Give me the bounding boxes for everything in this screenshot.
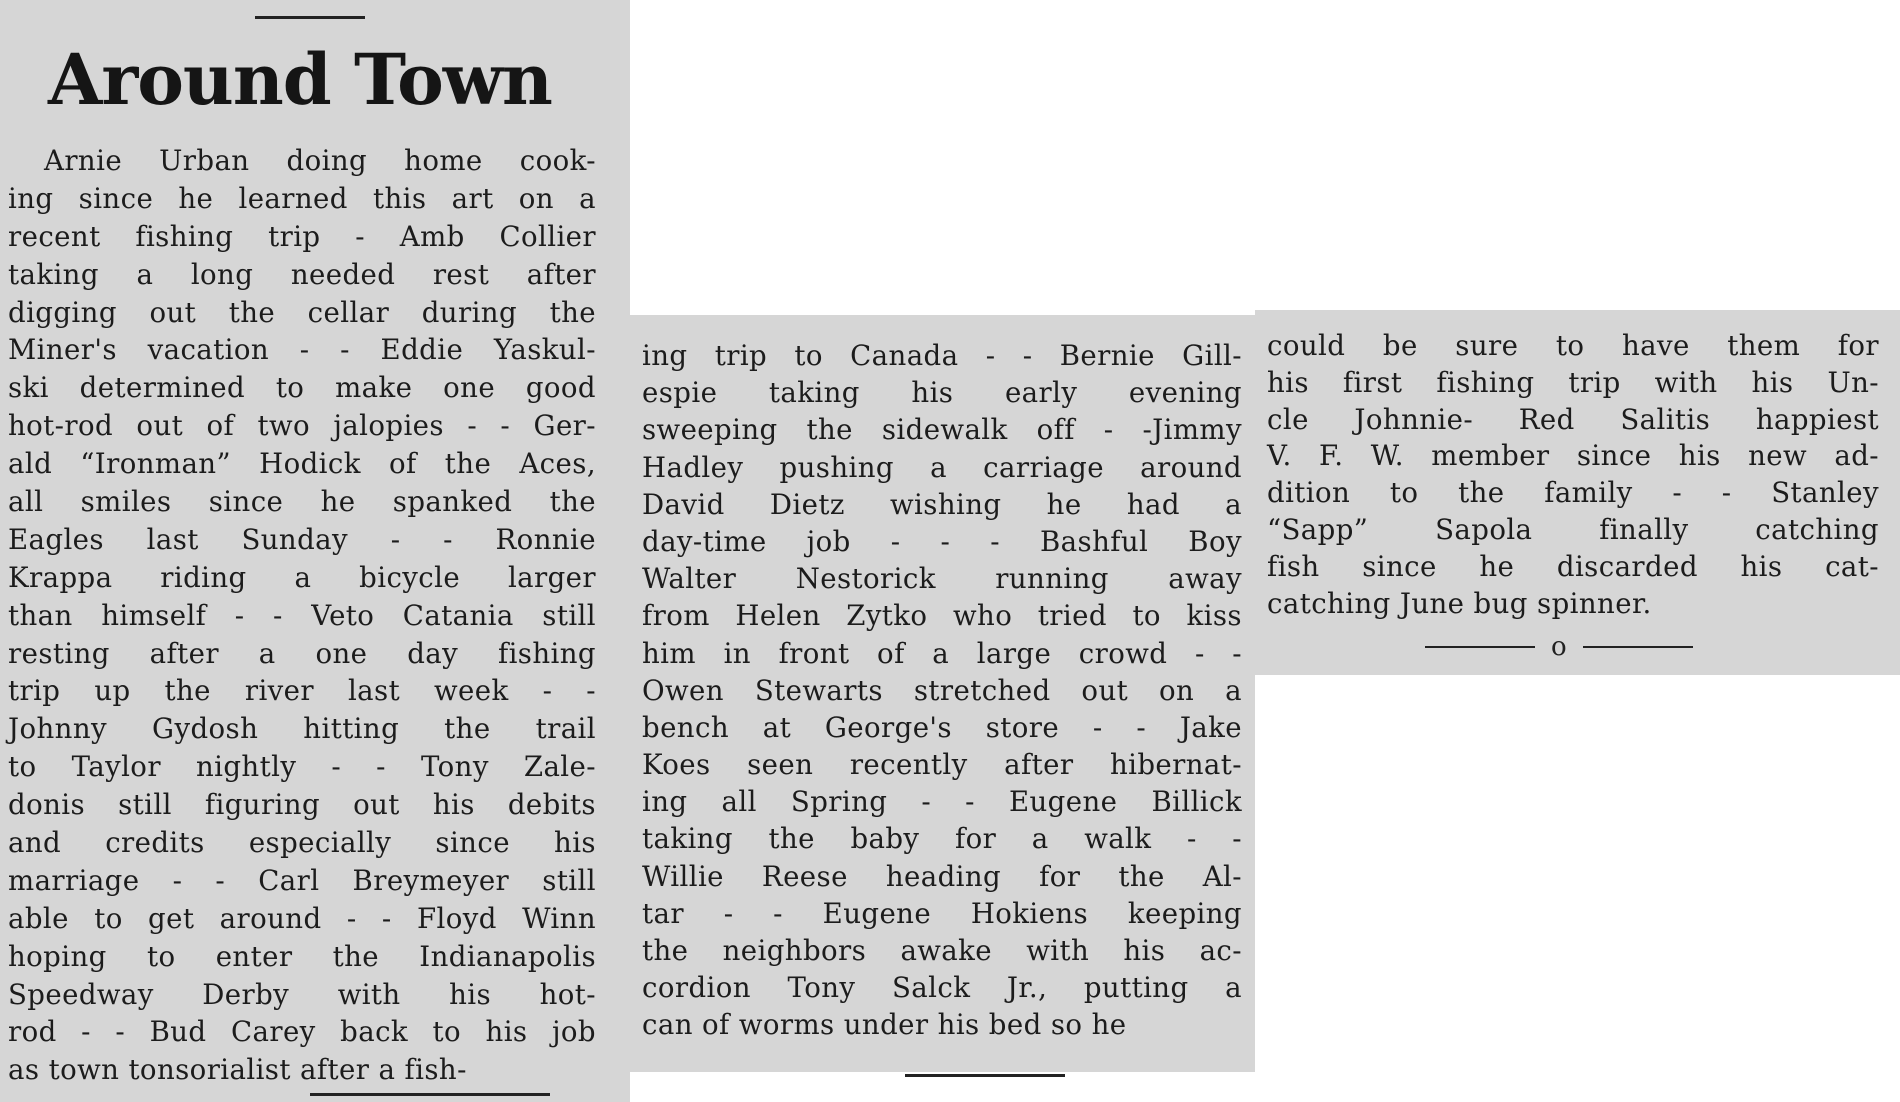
end-mark-rule-left	[1425, 646, 1535, 648]
article-line: Willie Reese heading for the Al-	[642, 859, 1242, 893]
article-line: and credits especially since his	[8, 826, 596, 860]
article-line: trip up the river last week - -	[8, 674, 596, 708]
article-line: sweeping the sidewalk off - -Jimmy	[642, 413, 1242, 447]
article-line: Eagles last Sunday - - Ronnie	[8, 522, 596, 556]
article-line: Speedway Derby with his hot-	[8, 977, 596, 1011]
column-bottom-rule	[310, 1093, 550, 1096]
article-line: day-time job - - - Bashful Boy	[642, 524, 1242, 558]
headline-top-rule	[255, 16, 365, 19]
article-column-3	[1267, 328, 1879, 622]
headline: Around Town	[48, 38, 552, 121]
article-line: Arnie Urban doing home cook-	[44, 144, 596, 177]
article-line: rod - - Bud Carey back to his job	[8, 1015, 596, 1049]
article-line: ing since he learned this art on a	[8, 181, 596, 215]
article-line: his first fishing trip with his Un-	[1267, 365, 1879, 399]
article-line: tar - - Eugene Hokiens keeping	[642, 896, 1242, 930]
article-line: espie taking his early evening	[642, 376, 1242, 410]
article-line: all smiles since he spanked the	[8, 485, 596, 519]
article-line: cordion Tony Salck Jr., putting a	[642, 971, 1242, 1005]
article-line: hoping to enter the Indianapolis	[8, 939, 596, 973]
article-column-2	[642, 337, 1242, 1044]
article-column-1	[8, 142, 596, 1089]
article-line: Hadley pushing a carriage around	[642, 450, 1242, 484]
article-line: could be sure to have them for	[1267, 329, 1879, 362]
end-mark-glyph: o	[1551, 632, 1567, 662]
article-line: David Dietz wishing he had a	[642, 487, 1242, 521]
article-line: Johnny Gydosh hitting the trail	[8, 712, 596, 746]
article-line: fish since he discarded his cat-	[1267, 549, 1879, 583]
article-line: Walter Nestorick running away	[642, 562, 1242, 596]
article-line: Koes seen recently after hibernat-	[642, 748, 1242, 782]
article-line: ski determined to make one good	[8, 371, 596, 405]
article-line: bench at George's store - - Jake	[642, 710, 1242, 744]
article-line: hot-rod out of two jalopies - - Ger-	[8, 409, 596, 443]
article-end-mark	[1425, 632, 1693, 662]
article-line: ing trip to Canada - - Bernie Gill-	[642, 339, 1242, 372]
end-mark-rule-right	[1583, 646, 1693, 648]
article-line: marriage - - Carl Breymeyer still	[8, 863, 596, 897]
article-line: Krappa riding a bicycle larger	[8, 560, 596, 594]
article-line: him in front of a large crowd - -	[642, 636, 1242, 670]
column-2-bottom-rule	[905, 1074, 1065, 1077]
clipping-column-1	[0, 0, 630, 1102]
article-line: ing all Spring - - Eugene Billick	[642, 785, 1242, 819]
article-line: Owen Stewarts stretched out on a	[642, 673, 1242, 707]
article-line: taking the baby for a walk - -	[642, 822, 1242, 856]
article-line: dition to the family - - Stanley	[1267, 476, 1879, 510]
article-line: able to get around - - Floyd Winn	[8, 901, 596, 935]
article-line: from Helen Zytko who tried to kiss	[642, 599, 1242, 633]
article-line: catching June bug spinner.	[1267, 586, 1652, 620]
article-line: cle Johnnie- Red Salitis happiest	[1267, 402, 1879, 436]
clipping-column-2	[630, 315, 1255, 1072]
article-line: ald “Ironman” Hodick of the Aces,	[8, 447, 596, 481]
clipping-column-3	[1255, 310, 1900, 675]
article-line: recent fishing trip - Amb Collier	[8, 219, 596, 253]
article-line: can of worms under his bed so he	[642, 1008, 1127, 1042]
article-line: digging out the cellar during the	[8, 295, 596, 329]
article-line: donis still figuring out his debits	[8, 788, 596, 822]
article-line: as town tonsorialist after a fish-	[8, 1053, 467, 1087]
article-line: resting after a one day fishing	[8, 636, 596, 670]
article-line: than himself - - Veto Catania still	[8, 598, 596, 632]
article-line: the neighbors awake with his ac-	[642, 934, 1242, 967]
article-line: V. F. W. member since his new ad-	[1267, 439, 1879, 473]
article-line: to Taylor nightly - - Tony Zale-	[8, 750, 596, 784]
article-line: “Sapp” Sapola finally catching	[1267, 512, 1879, 546]
article-line: Miner's vacation - - Eddie Yaskul-	[8, 333, 596, 367]
article-line: taking a long needed rest after	[8, 257, 596, 291]
